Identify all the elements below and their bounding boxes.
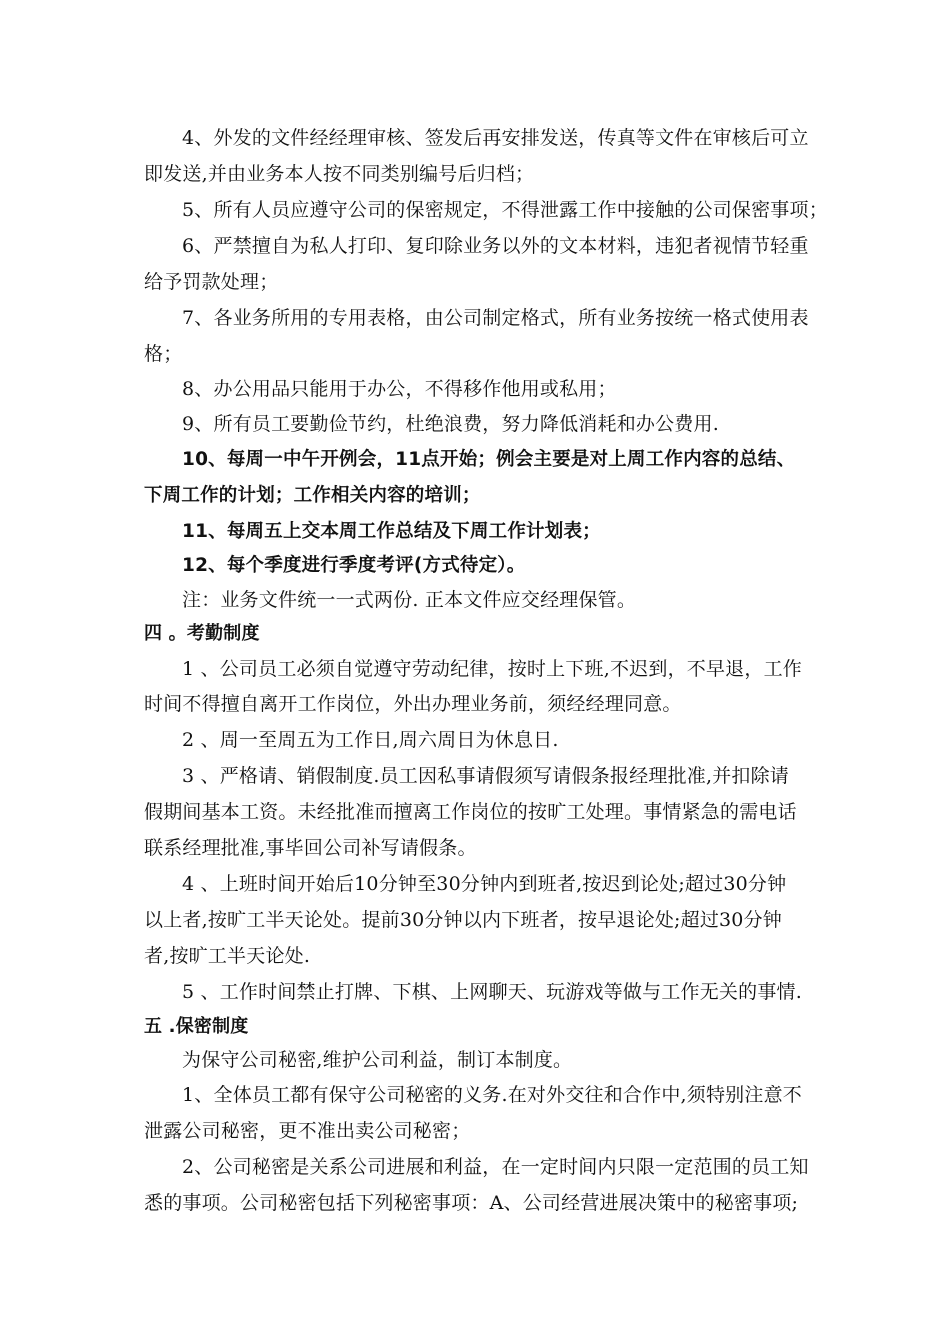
paragraph-line: 2 、周一至周五为工作日,周六周日为休息日. [182,729,559,751]
paragraph-line: 以上者,按旷工半天论处。提前30分钟以内下班者，按早退论处;超过30分钟 [144,909,782,931]
paragraph-line: 9、所有员工要勤俭节约，杜绝浪费，努力降低消耗和办公费用. [182,413,719,435]
paragraph-line: 2、公司秘密是关系公司进展和利益，在一定时间内只限一定范围的员工知 [182,1156,809,1178]
paragraph-line: 6、严禁擅自为私人打印、复印除业务以外的文本材料，违犯者视情节轻重 [182,235,809,257]
paragraph-line: 者,按旷工半天论处. [144,945,311,967]
bold-paragraph-line: 10、每周一中午开例会，11点开始；例会主要是对上周工作内容的总结、 [182,449,796,470]
bold-paragraph-line: 12、每个季度进行季度考评(方式待定）。 [182,555,526,576]
bold-paragraph-line: 下周工作的计划；工作相关内容的培训； [144,485,481,506]
paragraph-line: 4 、上班时间开始后10分钟至30分钟内到班者,按迟到论处;超过30分钟 [182,873,787,895]
paragraph-line: 8、办公用品只能用于办公，不得移作他用或私用； [182,378,617,400]
paragraph-line: 5、所有人员应遵守公司的保密规定，不得泄露工作中接触的公司保密事项； [182,199,828,221]
paragraph-line: 7、各业务所用的专用表格，由公司制定格式，所有业务按统一格式使用表 [182,307,809,329]
paragraph-line: 3 、严格请、销假制度.员工因私事请假须写请假条报经理批准,并扣除请 [182,765,790,787]
note-line: 注：业务文件统一一式两份. 正本文件应交经理保管。 [182,589,637,611]
section-heading-attendance: 四 。考勤制度 [144,623,260,644]
paragraph-line: 1、全体员工都有保守公司秘密的义务.在对外交往和合作中,须特别注意不 [182,1084,802,1106]
paragraph-line: 悉的事项。公司秘密包括下列秘密事项：A、公司经营进展决策中的秘密事项; [144,1192,799,1214]
paragraph-line: 5 、工作时间禁止打牌、下棋、上网聊天、玩游戏等做与工作无关的事情. [182,981,802,1003]
paragraph-line: 假期间基本工资。未经批准而擅离工作岗位的按旷工处理。事情紧急的需电话 [144,801,797,823]
section-heading-confidentiality: 五 .保密制度 [144,1016,249,1037]
paragraph-line: 格； [144,343,183,365]
paragraph-line: 给予罚款处理； [144,271,279,293]
paragraph-line: 时间不得擅自离开工作岗位，外出办理业务前，须经经理同意。 [144,693,682,715]
paragraph-line: 为保守公司秘密,维护公司利益，制订本制度。 [182,1049,573,1071]
bold-paragraph-line: 11、每周五上交本周工作总结及下周工作计划表； [182,521,601,542]
paragraph-line: 4、外发的文件经经理审核、签发后再安排发送，传真等文件在审核后可立 [182,127,809,149]
paragraph-line: 泄露公司秘密，更不准出卖公司秘密； [144,1120,471,1142]
paragraph-line: 1 、公司员工必须自觉遵守劳动纪律，按时上下班,不迟到，不早退，工作 [182,658,802,680]
paragraph-line: 联系经理批准,事毕回公司补写请假条。 [144,837,477,859]
paragraph-line: 即发送,并由业务本人按不同类别编号后归档； [144,163,535,185]
